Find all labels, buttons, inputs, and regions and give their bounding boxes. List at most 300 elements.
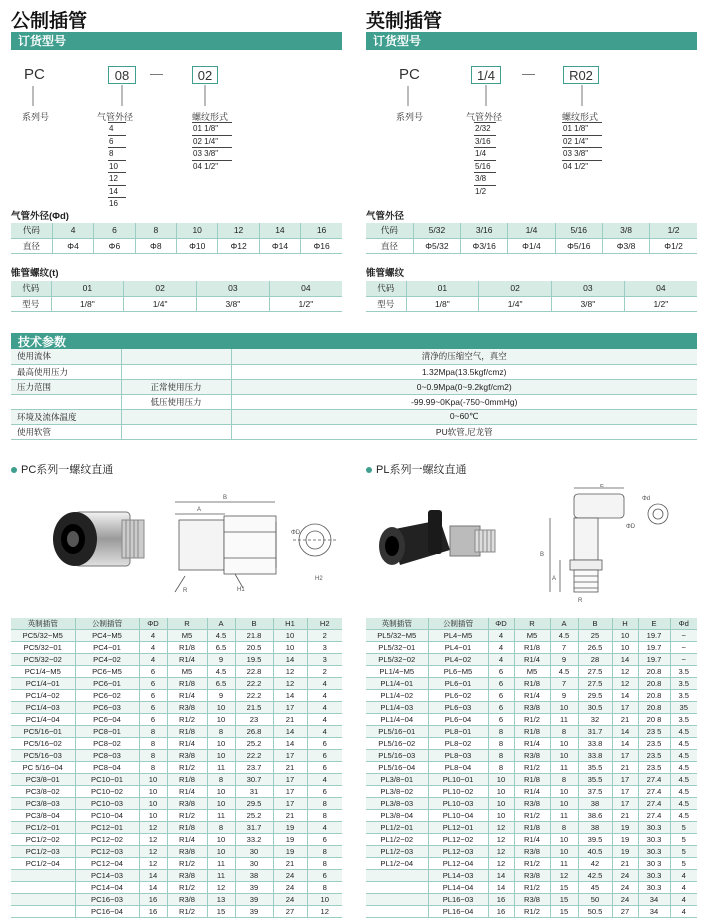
cell: 4.5 (550, 666, 578, 678)
pc-fitting-photo (40, 490, 150, 590)
cell: 8 (307, 846, 342, 858)
cell: 15 (550, 894, 578, 906)
cell: 5 (670, 822, 697, 834)
cell: 21 (612, 810, 638, 822)
table-row (11, 666, 342, 678)
cell: R3/8 (167, 894, 207, 906)
table-row (366, 666, 697, 678)
cell: 21 (612, 858, 638, 870)
cell: PC1/2−01 (11, 822, 75, 834)
table-row (366, 858, 697, 870)
cell: 23.7 (235, 762, 273, 774)
cell: 12 (488, 822, 514, 834)
cell: R1/8 (514, 822, 550, 834)
cell: PL8−01 (428, 726, 488, 738)
cell: 8 (488, 762, 514, 774)
cell: 29.5 (578, 690, 612, 702)
cell: 6 (488, 702, 514, 714)
cell: 3/16 (461, 223, 508, 238)
cell: 20 8 (638, 714, 670, 726)
cell: 30 (235, 846, 273, 858)
pc-spec-table (11, 618, 342, 918)
cell: 14 (612, 654, 638, 666)
cell: PC1/2−04 (11, 858, 75, 870)
svg-text:ΦD: ΦD (291, 530, 301, 536)
cell: 11 (207, 762, 235, 774)
metric-code-od: 08 (108, 66, 136, 84)
cell: PC5/16−03 (11, 750, 75, 762)
cell: 8 (139, 762, 167, 774)
cell: 11 (550, 714, 578, 726)
pc-spec-table-body (11, 618, 342, 918)
cell: 16 (488, 906, 514, 918)
option: 1/4 (474, 147, 496, 160)
cell: PL4−M5 (428, 630, 488, 642)
metric-code-prefix: PC (24, 66, 45, 83)
cell: 37.5 (578, 786, 612, 798)
table-row (11, 894, 342, 906)
cell: 公制插管 (428, 618, 488, 630)
cell (366, 882, 428, 894)
cell: 26.8 (235, 726, 273, 738)
cell: 使用软管 (11, 424, 121, 439)
cell: 12 (207, 882, 235, 894)
svg-text:Φd: Φd (642, 496, 651, 502)
cell: 39 (235, 894, 273, 906)
cell: 16 (139, 894, 167, 906)
cell: PC3/8−03 (11, 798, 75, 810)
cell: 5 (670, 834, 697, 846)
imperial-title: 英制插管 (366, 11, 443, 32)
svg-text:H2: H2 (315, 576, 323, 582)
cell: 4.5 (670, 762, 697, 774)
cell: PC14−04 (75, 882, 139, 894)
cell: E (638, 618, 670, 630)
cell: 8 (139, 738, 167, 750)
cell: 直径 (366, 238, 413, 253)
cell: 20.8 (638, 666, 670, 678)
cell: 10 (488, 774, 514, 786)
cell: 3/8 (602, 223, 649, 238)
cell: 27.4 (638, 786, 670, 798)
cell: 14 (139, 882, 167, 894)
cell: 39 (235, 906, 273, 918)
cell: 6 (139, 678, 167, 690)
cell: 30.3 (638, 834, 670, 846)
cell: M5 (514, 666, 550, 678)
cell: 9 (550, 690, 578, 702)
imperial-order-bar: 订货型号 (366, 32, 697, 50)
svg-text:H1: H1 (237, 587, 245, 593)
cell: 10 (139, 798, 167, 810)
cell: 8 (135, 223, 176, 238)
cell: PC8−01 (75, 726, 139, 738)
cell: Φ14 (259, 238, 300, 253)
cell: 30.3 (638, 822, 670, 834)
option: 04 1/2" (562, 160, 602, 173)
cell: 29.5 (235, 798, 273, 810)
cell: Φ10 (177, 238, 218, 253)
cell: R1/2 (514, 810, 550, 822)
cell: 15 (207, 906, 235, 918)
metric-thread-options (192, 122, 232, 172)
cell: 12 (139, 858, 167, 870)
cell: 21.8 (235, 630, 273, 642)
cell: 4 (52, 223, 93, 238)
table-row (11, 702, 342, 714)
cell: 50.5 (578, 906, 612, 918)
cell: 2 (307, 630, 342, 642)
imperial-label-thread: 螺纹形式 (562, 112, 599, 122)
cell: 22.2 (235, 690, 273, 702)
cell: R1/2 (167, 858, 207, 870)
cell: 04 (624, 281, 697, 296)
cell: 1/2" (269, 296, 342, 311)
cell: R1/4 (514, 786, 550, 798)
cell: 6 (139, 714, 167, 726)
cell: Φ1/4 (508, 238, 555, 253)
cell: R1/4 (514, 690, 550, 702)
cell: 15 (550, 882, 578, 894)
imperial-thread-options (562, 122, 602, 172)
cell: 压力范围 (11, 379, 121, 394)
cell: 4 (670, 906, 697, 918)
cell: 35.5 (578, 774, 612, 786)
table-header-row (11, 618, 342, 630)
cell: 代码 (11, 223, 52, 238)
cell: 11 (207, 810, 235, 822)
cell: PL5/16−04 (366, 762, 428, 774)
imperial-label-series: 系列号 (396, 112, 424, 122)
cell (121, 409, 231, 424)
cell: PC12−04 (75, 858, 139, 870)
cell: 27.5 (578, 678, 612, 690)
cell: Φ12 (218, 238, 259, 253)
cell: 01 (406, 281, 479, 296)
cell: PC1/4−02 (11, 690, 75, 702)
cell: 17 (612, 798, 638, 810)
cell: 4.5 (207, 666, 235, 678)
cell: 6 (307, 750, 342, 762)
cell: R3/8 (514, 870, 550, 882)
cell: B (235, 618, 273, 630)
cell: R1/2 (167, 762, 207, 774)
option: 03 3/8" (562, 147, 602, 160)
imperial-od-options (474, 122, 496, 197)
cell: PC16−03 (75, 894, 139, 906)
cell: 17 (273, 798, 307, 810)
cell: 4.5 (670, 738, 697, 750)
cell: Φ16 (301, 238, 342, 253)
cell: 4.5 (207, 630, 235, 642)
cell: R3/8 (167, 750, 207, 762)
cell: 4.5 (670, 810, 697, 822)
cell: PC16−04 (75, 906, 139, 918)
cell: 21 (612, 762, 638, 774)
cell: Φ1/2 (650, 238, 697, 253)
cell: PL5/32−01 (366, 642, 428, 654)
cell: 4 (670, 882, 697, 894)
cell: 12 (273, 678, 307, 690)
table-row (366, 702, 697, 714)
imperial-od-table-title: 气管外径 (366, 211, 405, 222)
cell: 12 (488, 846, 514, 858)
cell: − (670, 630, 697, 642)
cell: PL12−03 (428, 846, 488, 858)
metric-code-connectors (0, 0, 709, 120)
cell: H1 (273, 618, 307, 630)
cell: 8 (307, 858, 342, 870)
cell: 20.8 (638, 702, 670, 714)
svg-text:R: R (183, 588, 188, 594)
cell: 4 (488, 642, 514, 654)
table-row (11, 738, 342, 750)
cell: ΦD (139, 618, 167, 630)
cell: 11 (207, 858, 235, 870)
table-row (366, 678, 697, 690)
cell: 25 (578, 630, 612, 642)
cell: 19 (612, 834, 638, 846)
cell: 直径 (11, 238, 52, 253)
cell: 0~60℃ (231, 409, 697, 424)
cell (366, 906, 428, 918)
cell: PC12−03 (75, 846, 139, 858)
table-row (11, 774, 342, 786)
option: 6 (108, 135, 126, 148)
cell: PL12−04 (428, 858, 488, 870)
cell: R3/8 (514, 702, 550, 714)
cell: R1/8 (514, 642, 550, 654)
cell: PL16−04 (428, 906, 488, 918)
cell: PL10−04 (428, 810, 488, 822)
cell: H2 (307, 618, 342, 630)
table-row (11, 726, 342, 738)
cell: 低压使用压力 (121, 394, 231, 409)
cell: R1/8 (514, 678, 550, 690)
cell: R1/8 (167, 642, 207, 654)
cell: 10 (207, 738, 235, 750)
cell: 6 (488, 714, 514, 726)
cell: 4 (307, 726, 342, 738)
cell: 40.5 (578, 846, 612, 858)
bullet-icon (366, 467, 372, 473)
metric-code-sep: — (150, 66, 163, 81)
table-row (366, 798, 697, 810)
cell: PC10−02 (75, 786, 139, 798)
cell: 30.3 (638, 870, 670, 882)
cell: 50 (578, 894, 612, 906)
table-row (366, 822, 697, 834)
cell: PL12−02 (428, 834, 488, 846)
cell: 42.5 (578, 870, 612, 882)
cell: 10 (273, 642, 307, 654)
cell: 6 (307, 762, 342, 774)
tech-bar: 技术参数 (11, 333, 697, 351)
cell: 8 (207, 822, 235, 834)
cell: PC12−02 (75, 834, 139, 846)
cell: 33.8 (578, 750, 612, 762)
cell: 8 (550, 774, 578, 786)
cell: 19.7 (638, 654, 670, 666)
cell: 12 (488, 858, 514, 870)
cell: 30 (235, 858, 273, 870)
pl-dimension-drawing (538, 484, 688, 604)
metric-title: 公制插管 (11, 11, 88, 32)
cell: 17 (612, 750, 638, 762)
cell: 1/2" (624, 296, 697, 311)
cell: 4 (139, 654, 167, 666)
cell: 4 (307, 714, 342, 726)
cell: 23.5 (638, 738, 670, 750)
cell: 10 (207, 846, 235, 858)
cell: 6 (307, 834, 342, 846)
cell: 30.3 (638, 882, 670, 894)
table-row (366, 870, 697, 882)
cell: 12 (218, 223, 259, 238)
cell: 34 (638, 894, 670, 906)
option: 01 1/8" (562, 122, 602, 135)
table-row (366, 834, 697, 846)
cell: PL16−03 (428, 894, 488, 906)
cell: R1/8 (167, 726, 207, 738)
cell: PC12−01 (75, 822, 139, 834)
pl-title-text: PL系列一螺纹直通 (376, 464, 467, 476)
cell (121, 424, 231, 439)
cell: PL8−04 (428, 762, 488, 774)
cell: PC5/32−01 (11, 642, 75, 654)
cell: 9 (207, 654, 235, 666)
cell: − (670, 642, 697, 654)
cell: 6 (139, 702, 167, 714)
option: 1/2 (474, 185, 496, 198)
cell: PL6−02 (428, 690, 488, 702)
cell: 12 (550, 870, 578, 882)
table-row (11, 642, 342, 654)
option: 4 (108, 122, 126, 135)
cell: 38 (235, 870, 273, 882)
imperial-code-thread: R02 (563, 66, 599, 84)
table-row (11, 906, 342, 918)
svg-text:A: A (552, 576, 557, 582)
cell: R1/4 (514, 654, 550, 666)
cell: 5 (670, 846, 697, 858)
cell: R1/8 (514, 726, 550, 738)
cell: 10 (139, 786, 167, 798)
cell: PL6−01 (428, 678, 488, 690)
cell: 24 (273, 870, 307, 882)
cell: PC1/4−03 (11, 702, 75, 714)
table-row (366, 630, 697, 642)
cell: 2 (307, 666, 342, 678)
cell: 12 (139, 822, 167, 834)
pl-spec-table-body (366, 618, 697, 918)
cell: 4.5 (670, 774, 697, 786)
cell: 10 (550, 798, 578, 810)
cell: 10 (488, 786, 514, 798)
cell: 28 (578, 654, 612, 666)
cell: 27.4 (638, 798, 670, 810)
cell: 10 (612, 630, 638, 642)
table-row (11, 834, 342, 846)
cell: 4 (307, 822, 342, 834)
cell: PC10−04 (75, 810, 139, 822)
table-row (11, 846, 342, 858)
cell: PC4−02 (75, 654, 139, 666)
cell: 24 (273, 894, 307, 906)
cell: 27.5 (578, 666, 612, 678)
cell (366, 870, 428, 882)
cell: PL14−03 (428, 870, 488, 882)
cell: 3/8" (197, 296, 270, 311)
cell: R1/2 (167, 906, 207, 918)
cell: 14 (139, 870, 167, 882)
cell: 17 (612, 786, 638, 798)
cell: PC4−M5 (75, 630, 139, 642)
cell: M5 (514, 630, 550, 642)
table-row (366, 750, 697, 762)
cell: R1/4 (167, 654, 207, 666)
cell: 14 (273, 738, 307, 750)
cell: 19.7 (638, 630, 670, 642)
cell: PL1/4−03 (366, 702, 428, 714)
cell: 4.5 (670, 750, 697, 762)
cell: 6 (307, 738, 342, 750)
cell: 5/32 (413, 223, 460, 238)
cell: PL5/16−02 (366, 738, 428, 750)
cell: PL10−02 (428, 786, 488, 798)
cell: 4 (307, 690, 342, 702)
cell: 33.2 (235, 834, 273, 846)
cell: R3/8 (167, 702, 207, 714)
cell: 10 (488, 798, 514, 810)
cell: 23 (235, 714, 273, 726)
cell: 22.8 (235, 666, 273, 678)
cell: 6.5 (207, 642, 235, 654)
cell: 30.5 (578, 702, 612, 714)
cell: 19 (612, 846, 638, 858)
cell: 1/4" (479, 296, 552, 311)
cell: PC 5/16−04 (11, 762, 75, 774)
cell: PC1/2−02 (11, 834, 75, 846)
cell: 1/2 (650, 223, 697, 238)
cell: Φ5/32 (413, 238, 460, 253)
cell: 20.5 (235, 642, 273, 654)
table-row (11, 630, 342, 642)
cell: 4 (488, 654, 514, 666)
cell (11, 394, 121, 409)
cell: R1/2 (514, 714, 550, 726)
option: 3/8 (474, 172, 496, 185)
cell: 16 (139, 906, 167, 918)
table-row (366, 714, 697, 726)
cell: 12 (139, 846, 167, 858)
cell: 8 (307, 810, 342, 822)
cell: 6 (488, 690, 514, 702)
cell: PL10−01 (428, 774, 488, 786)
cell: PC1/4−M5 (11, 666, 75, 678)
cell: 10 (612, 642, 638, 654)
cell: PL5/16−01 (366, 726, 428, 738)
cell: 英制插管 (11, 618, 75, 630)
table-row (366, 738, 697, 750)
cell: A (207, 618, 235, 630)
cell: PC4−01 (75, 642, 139, 654)
table-row (11, 762, 342, 774)
cell: R1/8 (167, 822, 207, 834)
cell: 21 (273, 810, 307, 822)
cell: PC10−01 (75, 774, 139, 786)
cell: 1/4 (508, 223, 555, 238)
